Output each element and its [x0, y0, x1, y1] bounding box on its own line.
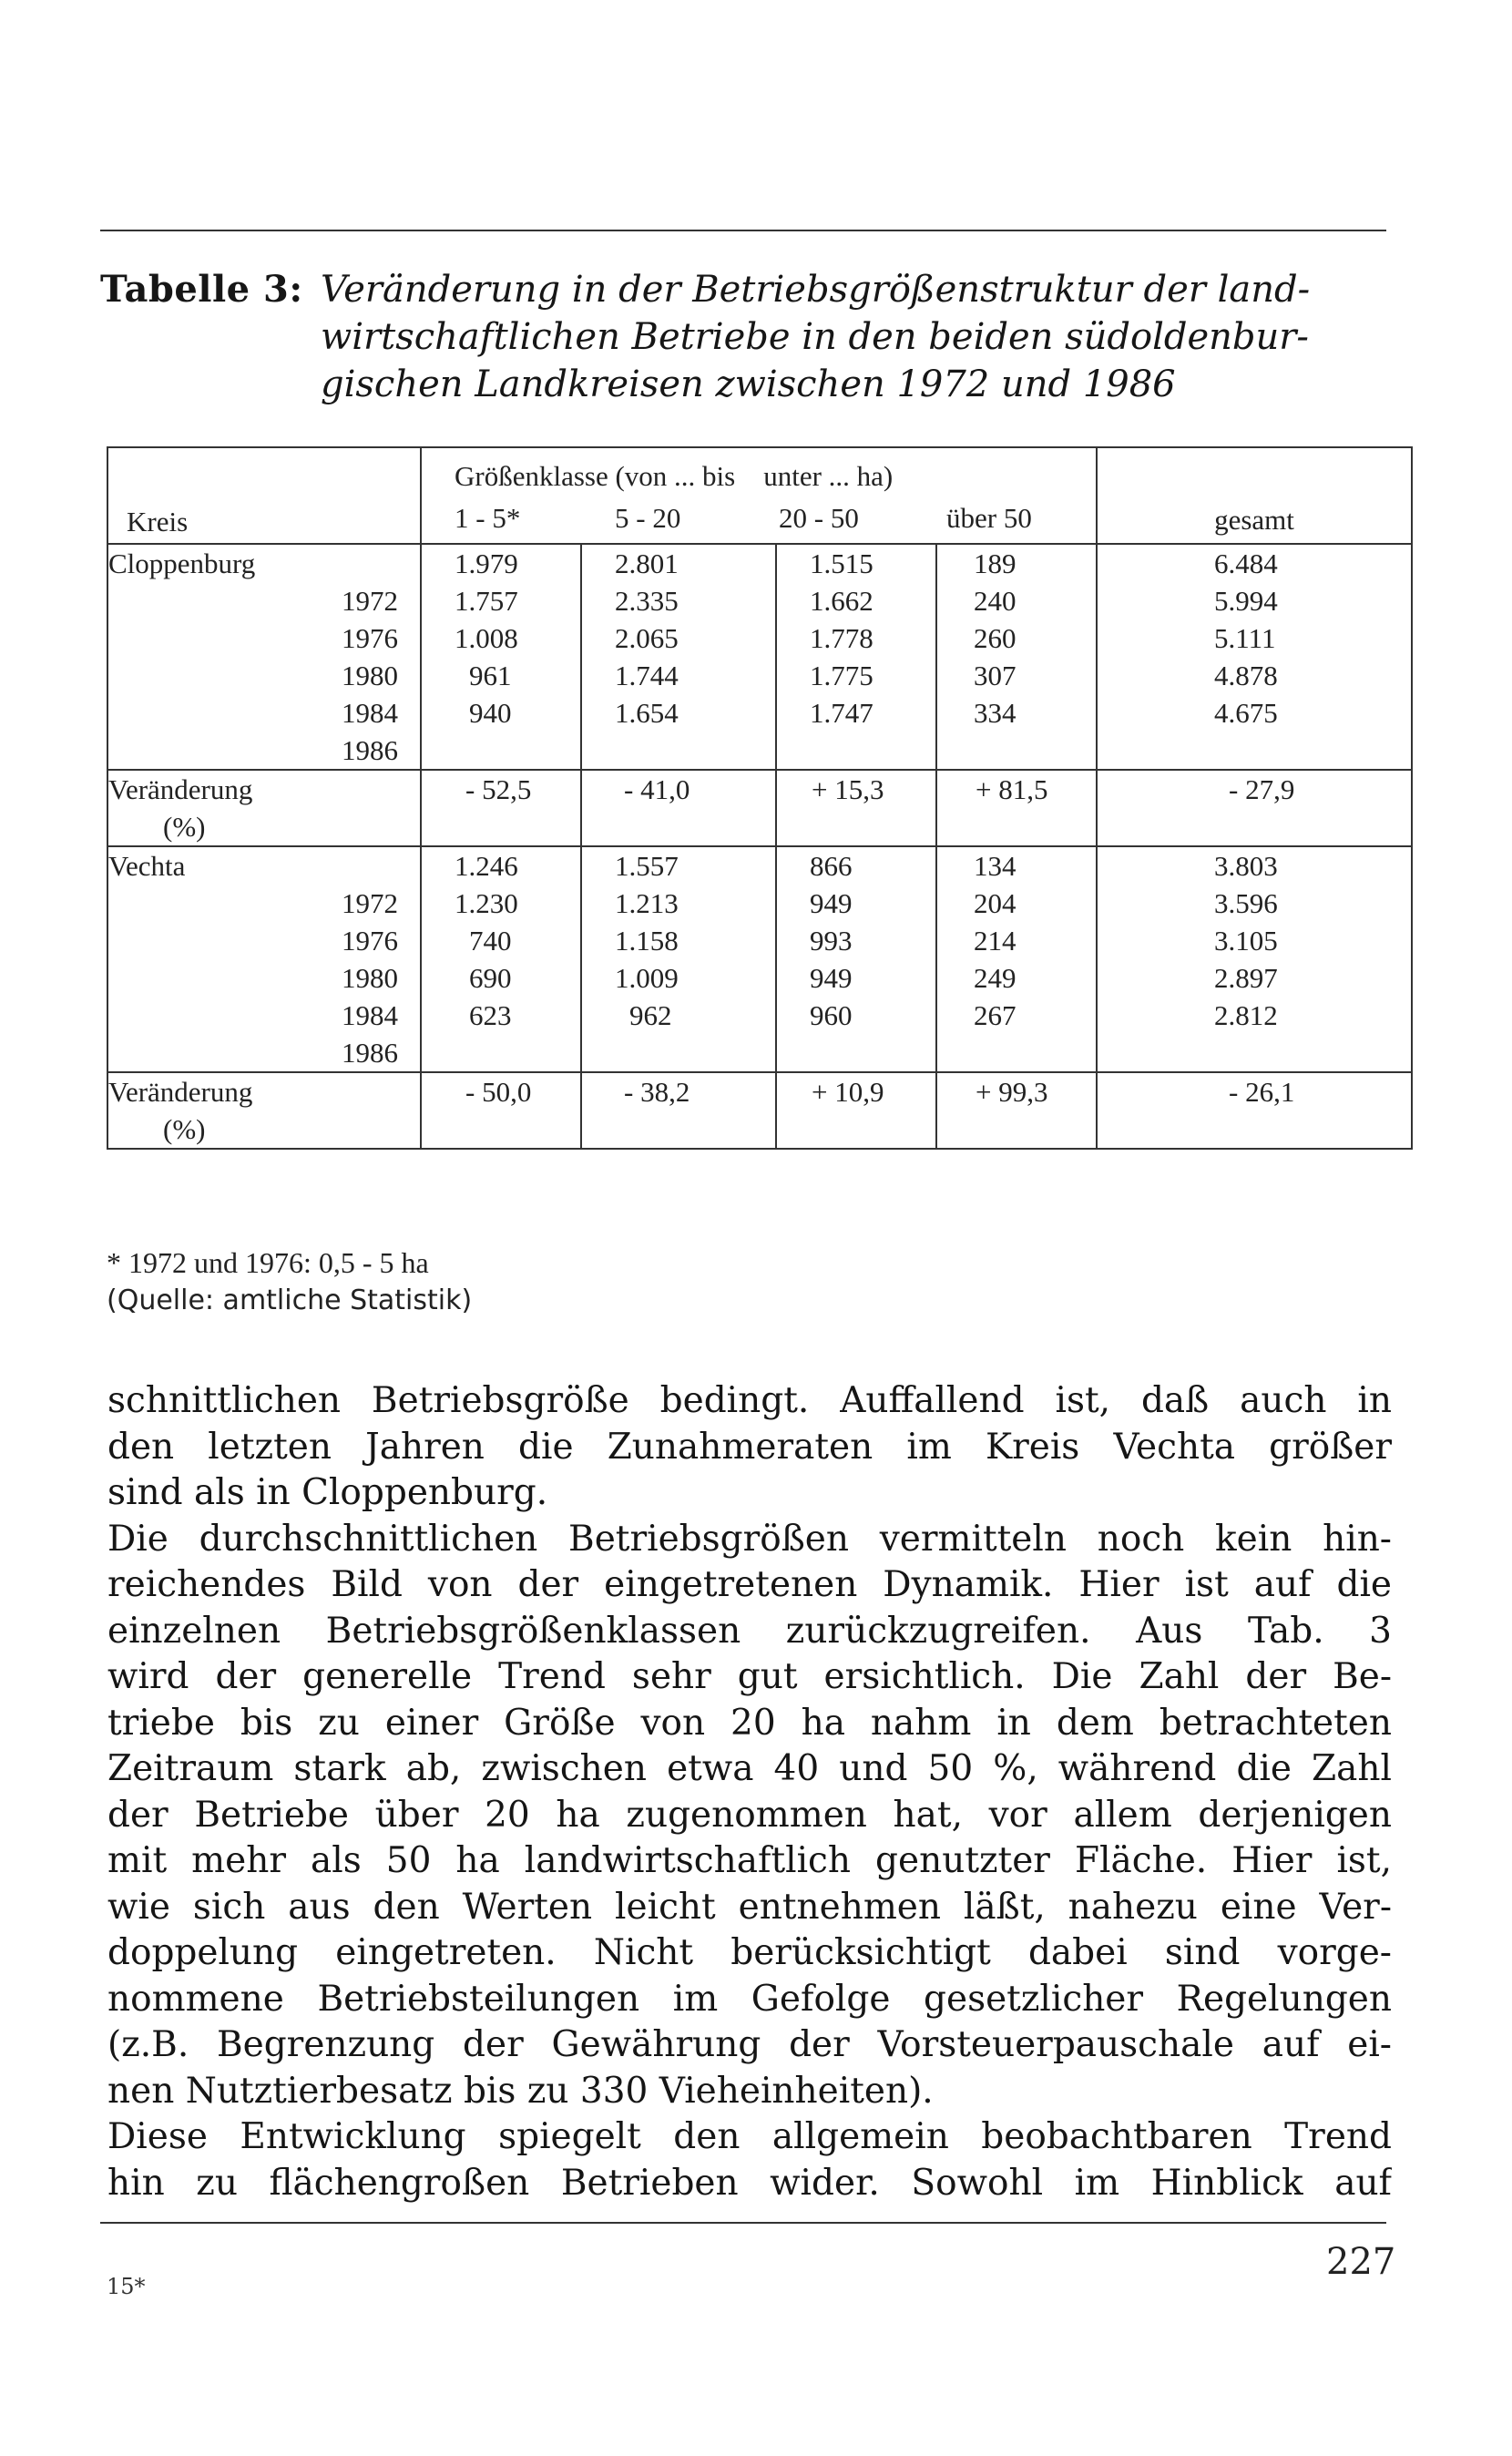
change-label-cell: [107, 1072, 421, 1149]
year: 1986: [342, 734, 398, 766]
cell-value: 334: [974, 697, 1017, 729]
cell-value: 1.662: [810, 585, 873, 617]
text-line: wird der generelle Trend sehr gut ersichtlich. Die Zahl der Be-: [107, 1656, 1392, 1697]
table-caption: [100, 266, 1394, 408]
cell-value: 189: [974, 547, 1017, 579]
change-value: - 27,9: [1097, 770, 1412, 846]
cell-value: 1.008: [455, 622, 518, 654]
text-line: reichendes Bild von der eingetretenen Dynamik. Hier ist auf die: [107, 1564, 1392, 1605]
change-row: [107, 1072, 1412, 1149]
text-line: doppelung eingetreten. Nicht berücksichtigt dabei sind vorge-: [107, 1932, 1392, 1973]
text-line: einzelnen Betriebsgrößenklassen zurückzugreifen. Aus Tab. 3: [107, 1610, 1392, 1652]
cell-value: 940: [469, 697, 512, 729]
text-line: mit mehr als 50 ha landwirtschaftlich genutzter Fläche. Hier ist,: [107, 1840, 1392, 1881]
cell-value: 1.158: [615, 925, 679, 957]
table-footnote: * 1972 und 1976: 0,5 - 5 ha: [107, 1246, 429, 1279]
text-line: schnittlichen Betriebsgröße bedingt. Auffallend ist, daß auch in: [107, 1380, 1392, 1421]
cell-value: 240: [974, 585, 1017, 617]
cell-value: 6.484: [1214, 547, 1278, 579]
caption-label: Tabelle 3:: [100, 268, 303, 311]
cell-value: 5.111: [1214, 622, 1276, 654]
table-row: [107, 846, 1412, 1072]
year: 1980: [342, 660, 398, 691]
text-line: Die durchschnittlichen Betriebsgrößen vermitteln noch kein hin-: [107, 1518, 1392, 1560]
cell-value: 5.994: [1214, 585, 1278, 617]
total-values: [1097, 544, 1412, 770]
cell-value: 214: [974, 925, 1017, 957]
year: 1972: [342, 585, 398, 617]
kreis-cell: [107, 846, 421, 1072]
class-2-values: [581, 846, 776, 1072]
change-unit: (%): [163, 811, 206, 843]
cell-value: 740: [469, 925, 512, 957]
year: 1984: [342, 697, 398, 729]
change-row: [107, 770, 1412, 846]
cell-value: 2.065: [615, 622, 679, 654]
text-line: triebe bis zu einer Größe von 20 ha nahm in dem betrachteten: [107, 1702, 1392, 1744]
header-size-classes-cell: [421, 447, 1097, 544]
text-line: hin zu flächengroßen Betrieben wider. Sowohl im Hinblick auf: [107, 2162, 1392, 2204]
year: 1972: [342, 887, 398, 919]
caption-line: wirtschaftlichen Betriebe in den beiden südoldenbur-: [321, 316, 1309, 358]
table-row: [107, 544, 1412, 770]
total-values: [1097, 846, 1412, 1072]
data-table: [107, 446, 1413, 1150]
caption-line: Veränderung in der Betriebsgrößenstruktur der land-: [321, 269, 1311, 311]
cell-value: 690: [469, 962, 512, 994]
cell-value: 2.335: [615, 585, 679, 617]
change-value: - 26,1: [1097, 1072, 1412, 1149]
change-value: + 99,3: [936, 1072, 1097, 1149]
cell-value: 307: [974, 660, 1017, 691]
cell-value: 3.105: [1214, 925, 1278, 957]
cell-value: 249: [974, 962, 1017, 994]
header-class-3: 20 - 50: [779, 502, 859, 534]
cell-value: 4.878: [1214, 660, 1278, 691]
change-value: + 10,9: [776, 1072, 936, 1149]
change-value: - 41,0: [581, 770, 776, 846]
text-line: der Betriebe über 20 ha zugenommen hat, vor allem derjenigen: [107, 1794, 1392, 1836]
class-4-values: [936, 544, 1097, 770]
kreis-name: Vechta: [108, 850, 186, 882]
year: 1980: [342, 962, 398, 994]
cell-value: 623: [469, 999, 512, 1031]
class-1-values: [421, 544, 581, 770]
cell-value: 1.979: [455, 547, 518, 579]
cell-value: 1.744: [615, 660, 679, 691]
cell-value: 1.654: [615, 697, 679, 729]
change-value: + 81,5: [936, 770, 1097, 846]
cell-value: 267: [974, 999, 1017, 1031]
table-header-row: [107, 447, 1412, 544]
cell-value: 1.775: [810, 660, 873, 691]
class-1-values: [421, 846, 581, 1072]
cell-value: 1.778: [810, 622, 873, 654]
top-rule: [100, 230, 1386, 231]
cell-value: 1.009: [615, 962, 679, 994]
text-line: nen Nutztierbesatz bis zu 330 Vieheinheiten).: [107, 2070, 934, 2112]
text-line: nommene Betriebsteilungen im Gefolge gesetzlicher Regelungen: [107, 1978, 1392, 2020]
header-kreis: Kreis: [127, 506, 189, 537]
change-label-cell: [107, 770, 421, 846]
year: 1976: [342, 925, 398, 957]
cell-value: 4.675: [1214, 697, 1278, 729]
signature-mark: 15*: [107, 2274, 146, 2299]
cell-value: 2.897: [1214, 962, 1278, 994]
caption-line: gischen Landkreisen zwischen 1972 und 1986: [321, 363, 1176, 405]
change-unit: (%): [163, 1113, 206, 1145]
cell-value: 2.812: [1214, 999, 1278, 1031]
cell-value: 961: [469, 660, 512, 691]
cell-value: 1.230: [455, 887, 518, 919]
cell-value: 962: [629, 999, 672, 1031]
change-value: - 50,0: [421, 1072, 581, 1149]
class-2-values: [581, 544, 776, 770]
header-size-group: Größenklasse (von ... bis unter ... ha): [455, 460, 894, 492]
header-class-4: über 50: [946, 502, 1032, 534]
text-line: (z.B. Begrenzung der Gewährung der Vorsteuerpauschale auf ei-: [107, 2024, 1392, 2065]
cell-value: 949: [810, 962, 853, 994]
class-3-values: [776, 846, 936, 1072]
change-label: Veränderung: [108, 773, 253, 805]
cell-value: 1.213: [615, 887, 679, 919]
table-source: (Quelle: amtliche Statistik): [107, 1284, 473, 1316]
class-4-values: [936, 846, 1097, 1072]
cell-value: 1.515: [810, 547, 873, 579]
body-text: [107, 1378, 1392, 2206]
page-number: 227: [1326, 2241, 1396, 2283]
header-kreis-cell: [107, 447, 421, 544]
text-line: wie sich aus den Werten leicht entnehmen läßt, nahezu eine Ver-: [107, 1886, 1392, 1928]
year: 1986: [342, 1037, 398, 1069]
cell-value: 1.747: [810, 697, 873, 729]
text-line: sind als in Cloppenburg.: [107, 1472, 548, 1513]
change-value: + 15,3: [776, 770, 936, 846]
change-value: - 52,5: [421, 770, 581, 846]
cell-value: 949: [810, 887, 853, 919]
header-total: gesamt: [1214, 504, 1294, 536]
cell-value: 993: [810, 925, 853, 957]
header-class-2: 5 - 20: [615, 502, 681, 534]
cell-value: 134: [974, 850, 1017, 882]
cell-value: 2.801: [615, 547, 679, 579]
cell-value: 1.246: [455, 850, 518, 882]
kreis-cell: [107, 544, 421, 770]
cell-value: 1.757: [455, 585, 518, 617]
header-total-cell: [1097, 447, 1412, 544]
cell-value: 204: [974, 887, 1017, 919]
year: 1976: [342, 622, 398, 654]
caption-title: [321, 266, 1394, 408]
year: 1984: [342, 999, 398, 1031]
cell-value: 260: [974, 622, 1017, 654]
cell-value: 3.596: [1214, 887, 1278, 919]
kreis-name: Cloppenburg: [108, 547, 256, 579]
cell-value: 866: [810, 850, 853, 882]
header-class-1: 1 - 5*: [455, 502, 521, 534]
bottom-rule: [100, 2222, 1386, 2224]
cell-value: 3.803: [1214, 850, 1278, 882]
cell-value: 1.557: [615, 850, 679, 882]
text-line: Zeitraum stark ab, zwischen etwa 40 und 50 %, während die Zahl: [107, 1748, 1392, 1789]
text-line: den letzten Jahren die Zunahmeraten im Kreis Vechta größer: [107, 1426, 1392, 1468]
cell-value: 960: [810, 999, 853, 1031]
text-line: Diese Entwicklung spiegelt den allgemein beobachtbaren Trend: [107, 2116, 1392, 2157]
class-3-values: [776, 544, 936, 770]
change-value: - 38,2: [581, 1072, 776, 1149]
change-label: Veränderung: [108, 1076, 253, 1108]
